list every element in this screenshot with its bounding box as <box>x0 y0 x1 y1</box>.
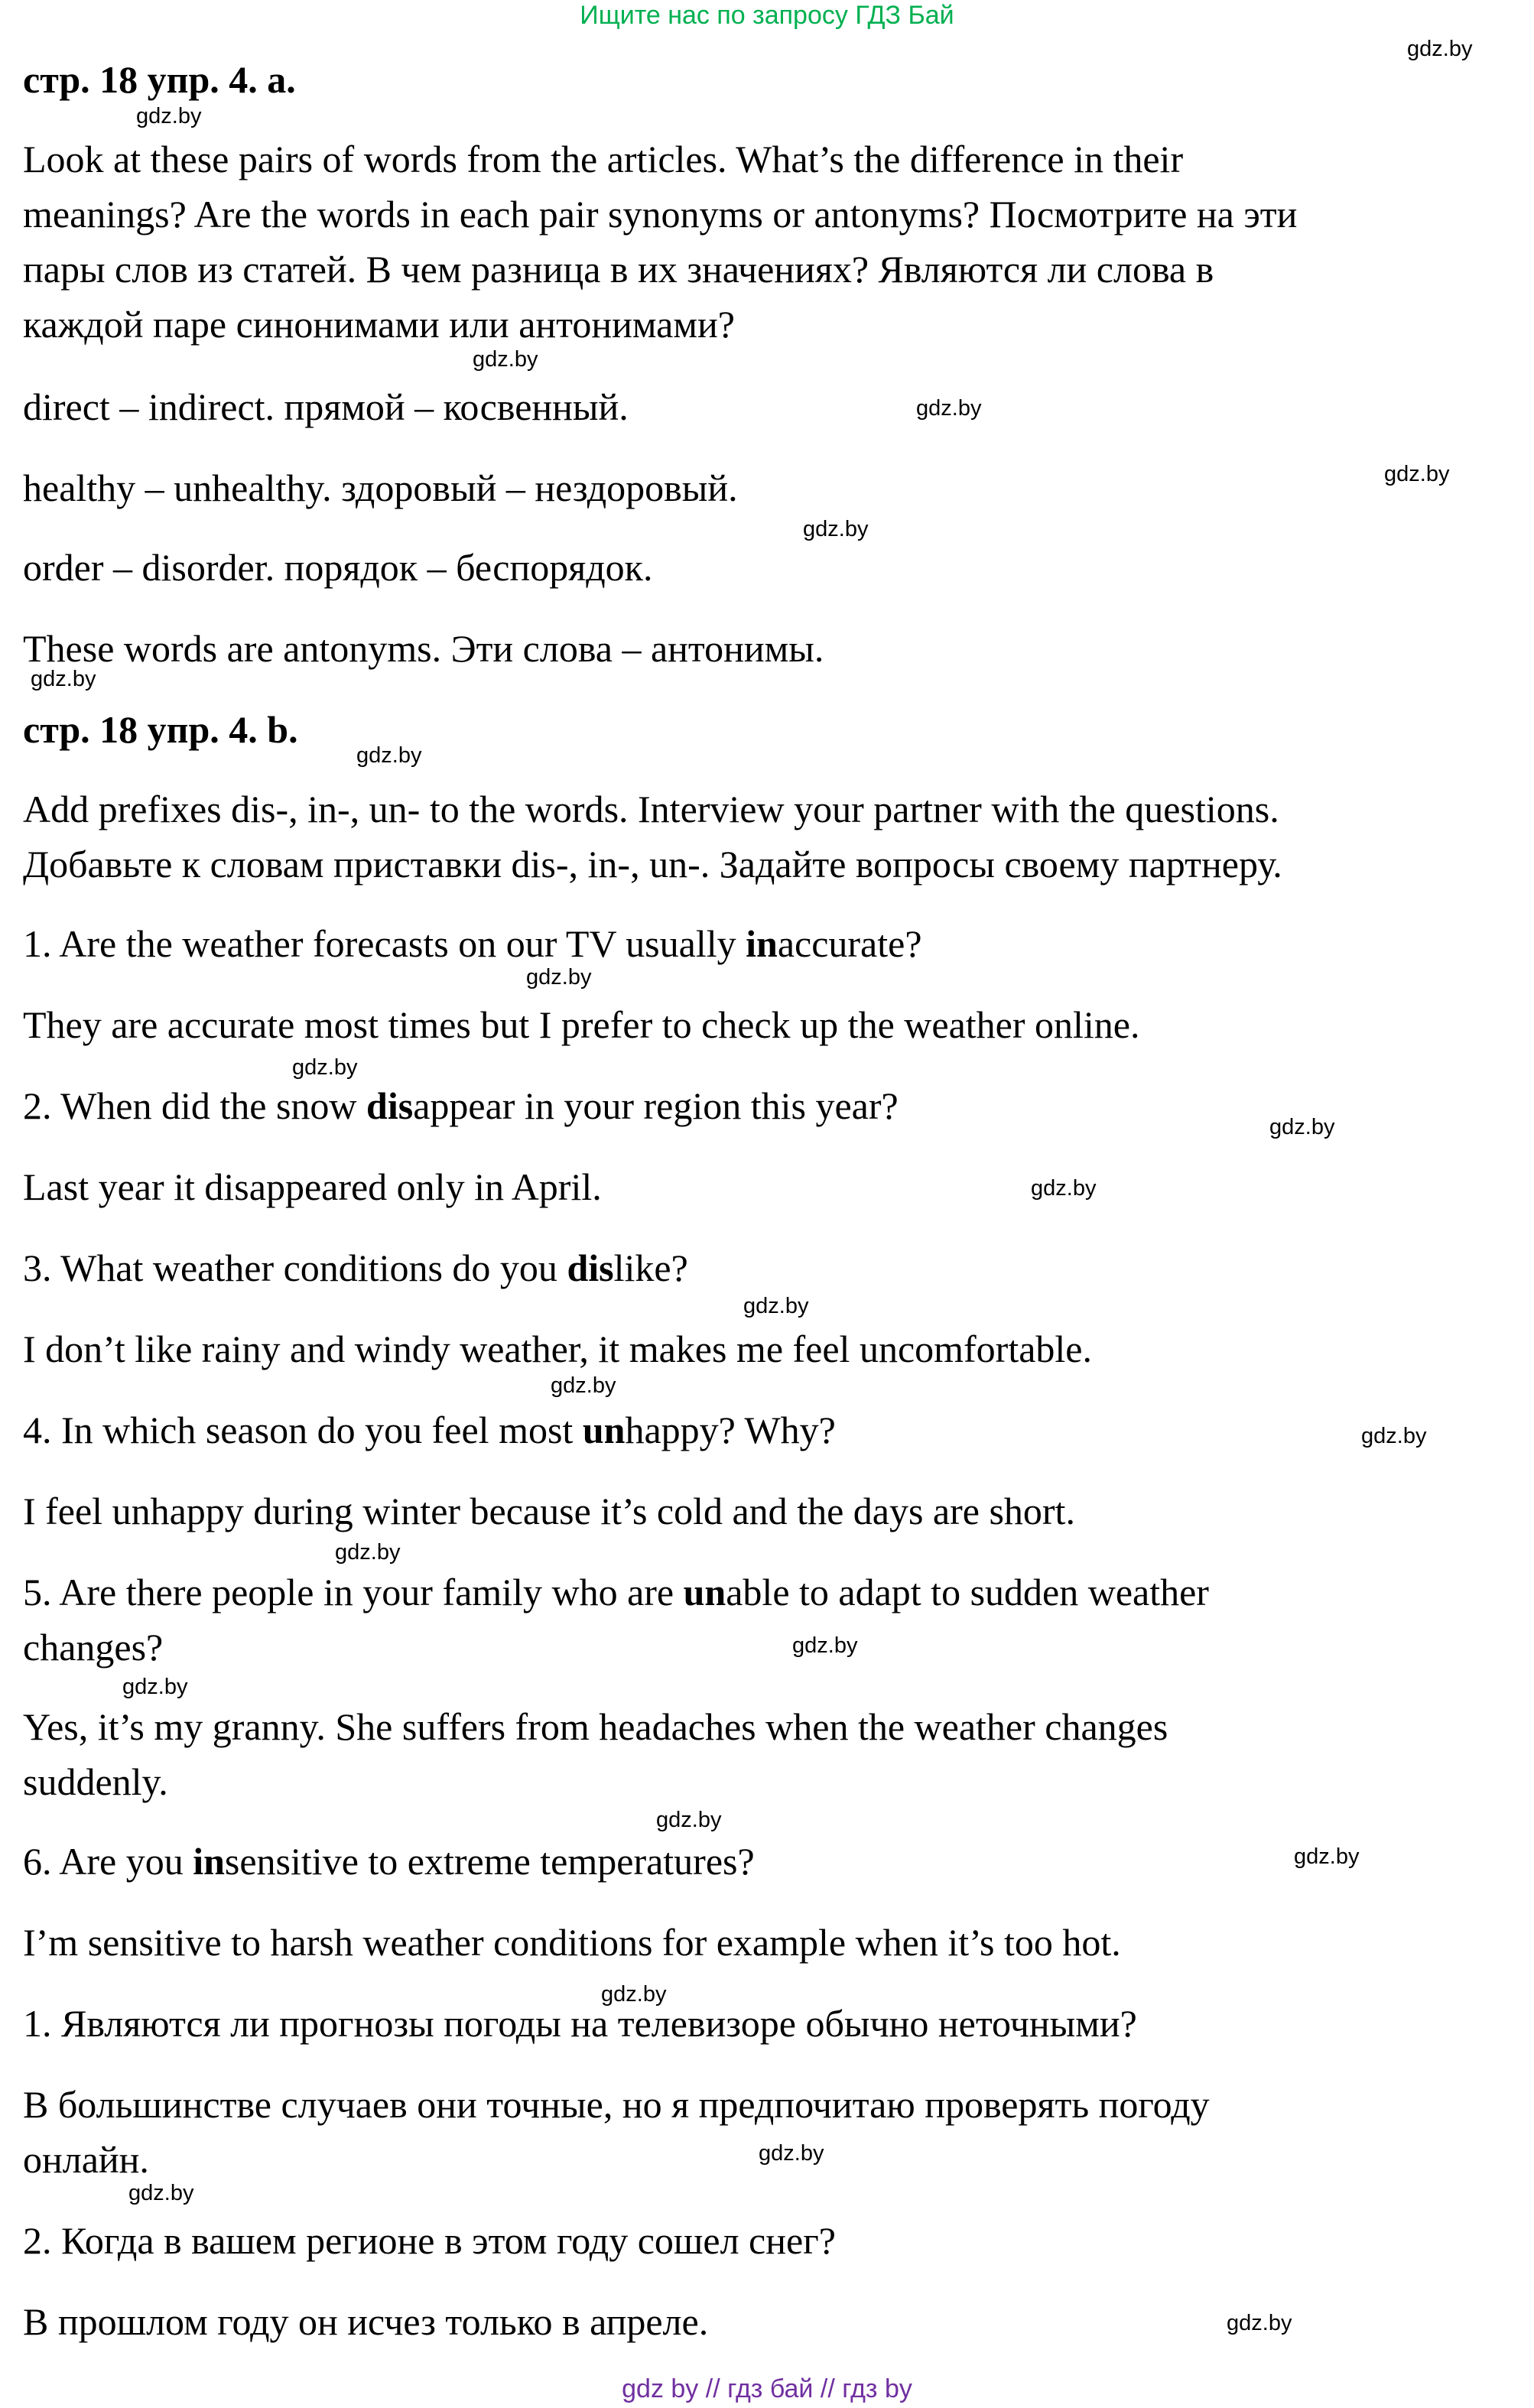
pair-healthy: healthy – unhealthy. здоровый – нездоровый. <box>23 466 738 509</box>
top-banner[interactable]: Ищите нас по запросу ГДЗ Бай <box>580 1 954 30</box>
watermark: gdz.by <box>1294 1844 1360 1869</box>
question-2: 2. When did the snow disappear in your region this year? <box>23 1084 899 1127</box>
section-a-conclusion: These words are antonyms. Эти слова – антонимы. <box>23 627 824 670</box>
task-b-line-1: Add prefixes dis-, in-, un- to the words. Interview your partner with the questions. <box>23 788 1279 830</box>
answer-6: I’m sensitive to harsh weather conditions for example when it’s too hot. <box>23 1921 1121 1964</box>
watermark: gdz.by <box>656 1808 722 1832</box>
watermark: gdz.by <box>1407 37 1473 61</box>
ru-question-1: 1. Являются ли прогнозы погоды на телевизоре обычно неточными? <box>23 2002 1137 2045</box>
watermark: gdz.by <box>916 396 982 421</box>
bottom-banner[interactable]: gdz by // гдз бай // гдз by <box>622 2374 912 2403</box>
ru-answer-1-line-2: онлайн. <box>23 2138 149 2181</box>
question-6: 6. Are you insensitive to extreme temperatures? <box>23 1840 755 1883</box>
watermark: gdz.by <box>473 347 538 372</box>
question-3: 3. What weather conditions do you dislike? <box>23 1246 688 1289</box>
watermark: gdz.by <box>31 667 96 691</box>
question-1: 1. Are the weather forecasts on our TV usually inaccurate? <box>23 922 922 965</box>
ru-answer-2: В прошлом году он исчез только в апреле. <box>23 2300 709 2343</box>
answer-3: I don’t like rainy and windy weather, it makes me feel uncomfortable. <box>23 1327 1092 1370</box>
watermark: gdz.by <box>551 1373 616 1398</box>
answer-1: They are accurate most times but I prefer to check up the weather online. <box>23 1003 1140 1046</box>
watermark: gdz.by <box>792 1633 858 1658</box>
watermark: gdz.by <box>526 965 592 990</box>
task-b-line-2: Добавьте к словам приставки dis-, in-, un-. Задайте вопросы своему партнеру. <box>23 843 1282 886</box>
watermark: gdz.by <box>1384 462 1450 486</box>
ru-answer-1-line-1: В большинстве случаев они точные, но я предпочитаю проверять погоду <box>23 2083 1210 2126</box>
watermark: gdz.by <box>803 517 869 541</box>
question-4: 4. In which season do you feel most unhappy? Why? <box>23 1409 836 1451</box>
watermark: gdz.by <box>128 2181 194 2205</box>
watermark: gdz.by <box>1269 1115 1335 1139</box>
task-a-line-3: пары слов из статей. В чем разница в их значениях? Являются ли слова в <box>23 248 1214 291</box>
task-a-line-4: каждой паре синонимами или антонимами? <box>23 303 735 346</box>
ru-question-2: 2. Когда в вашем регионе в этом году сошел снег? <box>23 2219 836 2262</box>
answer-5-line-1: Yes, it’s my granny. She suffers from headaches when the weather changes <box>23 1705 1168 1748</box>
task-a-line-1: Look at these pairs of words from the articles. What’s the difference in their <box>23 138 1184 180</box>
answer-2: Last year it disappeared only in April. <box>23 1165 602 1208</box>
watermark: gdz.by <box>759 2141 824 2166</box>
watermark: gdz.by <box>356 743 422 768</box>
question-5-continued: changes? <box>23 1626 164 1669</box>
pair-direct: direct – indirect. прямой – косвенный. <box>23 385 629 428</box>
watermark: gdz.by <box>1227 2311 1292 2335</box>
answer-4: I feel unhappy during winter because it’s cold and the days are short. <box>23 1490 1075 1532</box>
watermark: gdz.by <box>136 104 202 128</box>
task-a-line-2: meanings? Are the words in each pair synonyms or antonyms? Посмотрите на эти <box>23 193 1298 236</box>
watermark: gdz.by <box>1361 1424 1427 1448</box>
section-a-heading: стр. 18 упр. 4. а. <box>23 58 296 101</box>
watermark: gdz.by <box>1031 1176 1097 1201</box>
watermark: gdz.by <box>601 1982 667 2007</box>
watermark: gdz.by <box>743 1294 809 1318</box>
section-b-heading: стр. 18 упр. 4. b. <box>23 708 298 751</box>
question-5: 5. Are there people in your family who are unable to adapt to sudden weather <box>23 1571 1209 1613</box>
watermark: gdz.by <box>292 1055 358 1080</box>
watermark: gdz.by <box>122 1675 188 1699</box>
answer-5-line-2: suddenly. <box>23 1760 168 1803</box>
watermark: gdz.by <box>335 1540 401 1565</box>
pair-order: order – disorder. порядок – беспорядок. <box>23 546 653 589</box>
